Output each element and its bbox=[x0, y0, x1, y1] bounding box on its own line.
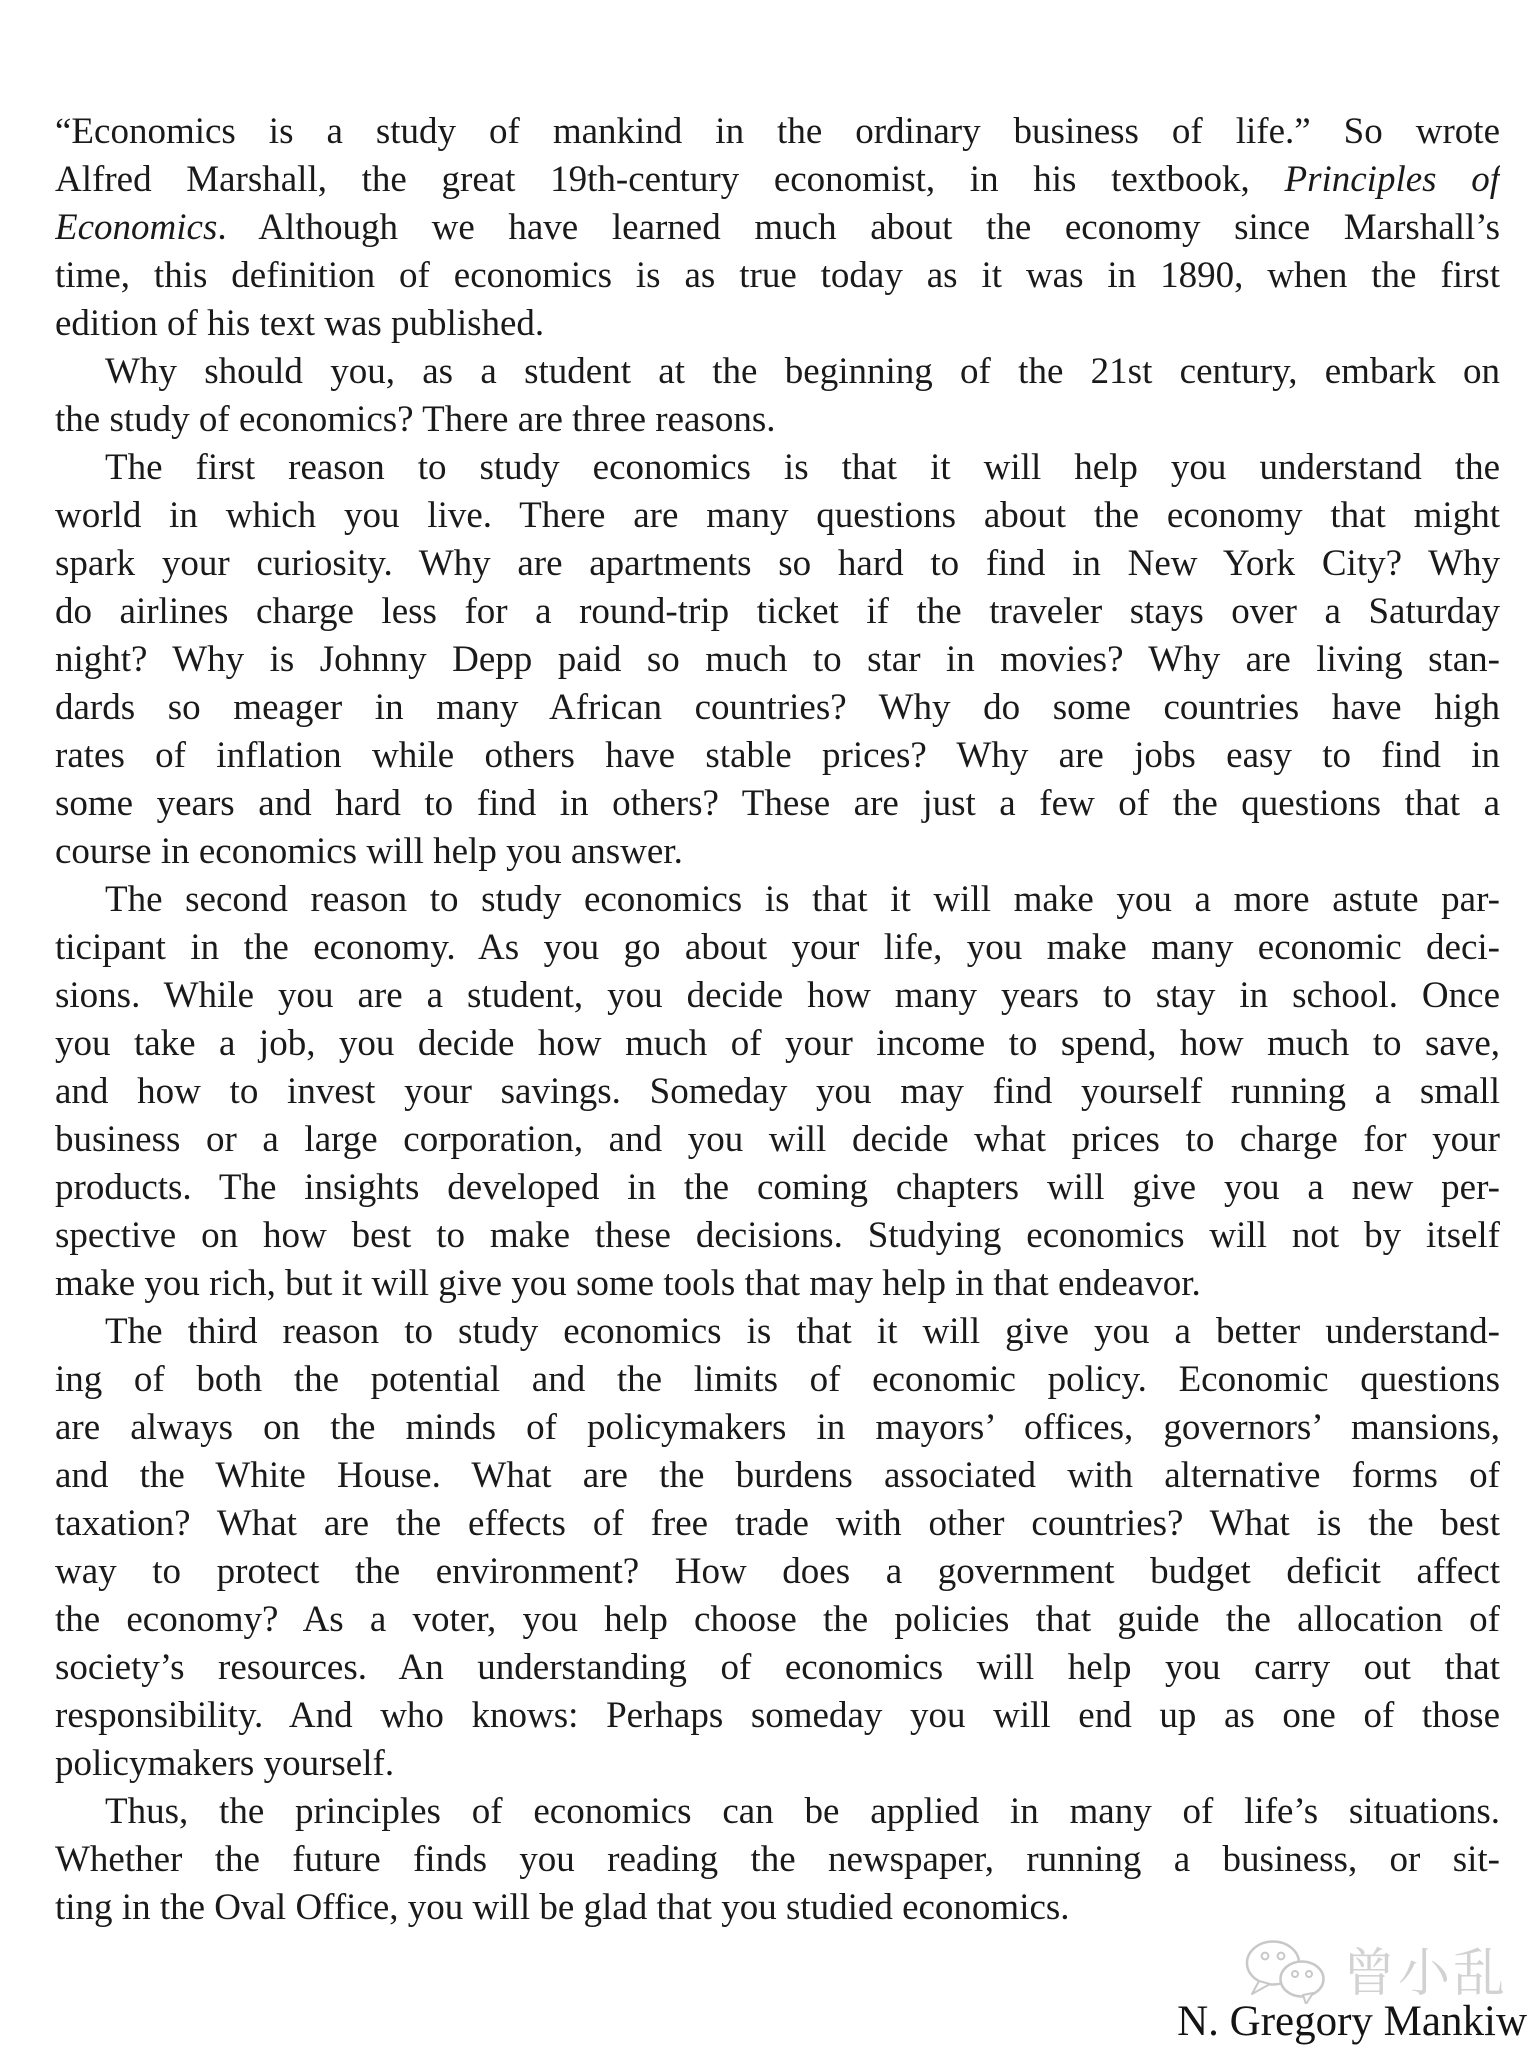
text-line: The first reason to study economics is that it will help you understand the bbox=[105, 447, 1500, 488]
text-line: way to protect the environment? How does a government budget deficit affect bbox=[55, 1551, 1500, 1592]
text-line: ting in the Oval Office, you will be glad that you studied economics. bbox=[55, 1887, 1070, 1928]
text-line: ticipant in the economy. As you go about your life, you make many economic deci- bbox=[55, 927, 1500, 968]
text-line: and how to invest your savings. Someday you may find yourself running a small bbox=[55, 1071, 1500, 1112]
text-line: business or a large corporation, and you will decide what prices to charge for your bbox=[55, 1119, 1500, 1160]
text-line: night? Why is Johnny Depp paid so much to star in movies? Why are living stan- bbox=[55, 639, 1500, 680]
text-line: spective on how best to make these decisions. Studying economics will not by itself bbox=[55, 1215, 1500, 1256]
text-line: The second reason to study economics is that it will make you a more astute par- bbox=[105, 879, 1500, 920]
text-line: spark your curiosity. Why are apartments so hard to find in New York City? Why bbox=[55, 543, 1500, 584]
text-line: make you rich, but it will give you some tools that may help in that endeavor. bbox=[55, 1263, 1201, 1304]
text-line: the economy? As a voter, you help choose the policies that guide the allocation of bbox=[55, 1599, 1500, 1640]
text-line: do airlines charge less for a round-trip ticket if the traveler stays over a Saturday bbox=[55, 591, 1500, 632]
text-line: are always on the minds of policymakers in mayors’ offices, governors’ mansions, bbox=[55, 1407, 1500, 1448]
paragraph bbox=[55, 876, 1500, 1308]
text-line: and the White House. What are the burdens associated with alternative forms of bbox=[55, 1455, 1500, 1496]
text-line: time, this definition of economics is as true today as it was in 1890, when the first bbox=[55, 255, 1500, 296]
text-line: Thus, the principles of economics can be applied in many of life’s situations. bbox=[105, 1791, 1500, 1832]
paragraph bbox=[55, 348, 1500, 444]
text-line: world in which you live. There are many questions about the economy that might bbox=[55, 495, 1500, 536]
author-signature: N. Gregory Mankiw bbox=[1177, 1998, 1527, 2045]
text-line: ing of both the potential and the limits of economic policy. Economic questions bbox=[55, 1359, 1500, 1400]
text-line: Whether the future finds you reading the newspaper, running a business, or sit- bbox=[55, 1839, 1500, 1880]
text-line: Alfred Marshall, the great 19th-century economist, in his textbook, Principles of bbox=[55, 159, 1500, 200]
text-line: Economics. Although we have learned much about the economy since Marshall’s bbox=[55, 207, 1500, 248]
text-line: rates of inflation while others have stable prices? Why are jobs easy to find in bbox=[55, 735, 1500, 776]
text-line: the study of economics? There are three reasons. bbox=[55, 399, 776, 440]
paragraph bbox=[55, 1788, 1500, 1932]
text-line: you take a job, you decide how much of your income to spend, how much to save, bbox=[55, 1023, 1500, 1064]
text-line: edition of his text was published. bbox=[55, 303, 545, 344]
text-line: dards so meager in many African countries? Why do some countries have high bbox=[55, 687, 1500, 728]
text-line: policymakers yourself. bbox=[55, 1743, 395, 1784]
text-line: The third reason to study economics is that it will give you a better understand- bbox=[105, 1311, 1500, 1352]
text-line: Why should you, as a student at the beginning of the 21st century, embark on bbox=[105, 351, 1500, 392]
text-line: “Economics is a study of mankind in the ordinary business of life.” So wrote bbox=[55, 111, 1500, 152]
text-line: course in economics will help you answer. bbox=[55, 831, 683, 872]
text-line: some years and hard to find in others? These are just a few of the questions that a bbox=[55, 783, 1500, 824]
article-text bbox=[55, 108, 1500, 1932]
text-line: society’s resources. An understanding of economics will help you carry out that bbox=[55, 1647, 1500, 1688]
text-line: products. The insights developed in the coming chapters will give you a new per- bbox=[55, 1167, 1500, 1208]
text-line: responsibility. And who knows: Perhaps someday you will end up as one of those bbox=[55, 1695, 1500, 1736]
text-line: taxation? What are the effects of free trade with other countries? What is the best bbox=[55, 1503, 1500, 1544]
text-line: sions. While you are a student, you decide how many years to stay in school. Once bbox=[55, 975, 1500, 1016]
paragraph bbox=[55, 108, 1500, 348]
paragraph bbox=[55, 1308, 1500, 1788]
watermark-text: 曾小乱 bbox=[1343, 1943, 1509, 2004]
paragraph bbox=[55, 444, 1500, 876]
